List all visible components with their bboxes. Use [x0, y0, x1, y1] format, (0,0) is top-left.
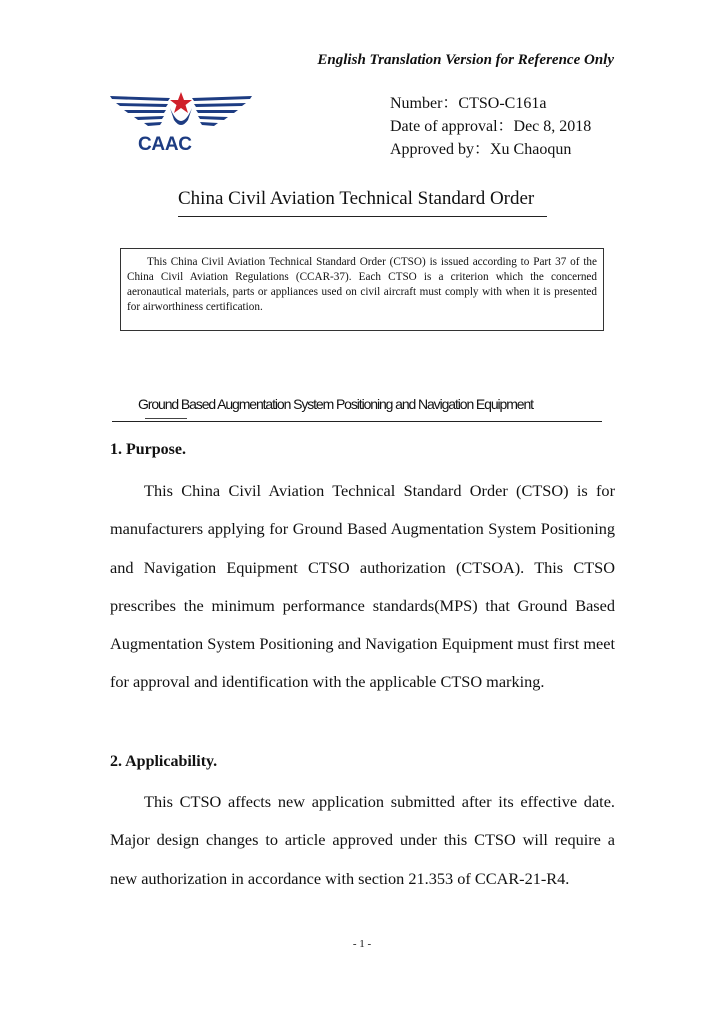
document-title: China Civil Aviation Technical Standard Order: [178, 188, 535, 209]
section-heading-applicability: 2. Applicability.: [110, 753, 218, 770]
caac-logo: [108, 90, 254, 160]
wings-star-icon: [108, 90, 254, 140]
intro-box: This China Civil Aviation Technical Standard Order (CTSO) is issued according to Part 37 of the China Civil Aviation Regulations (CCAR-37). Each CTSO is a criterion which the concerned aeronautical materials, parts or appliances used on civil aircraft must comply with when it is presented for airworthiness certification.: [120, 248, 604, 331]
section-heading-purpose: 1. Purpose.: [110, 441, 186, 458]
document-meta: [390, 92, 591, 161]
document-number: Number：CTSO-C161a: [390, 95, 547, 112]
logo-text: CAAC: [138, 134, 192, 155]
subject-divider: [112, 421, 602, 422]
translation-note: English Translation Version for Reference Only: [317, 52, 614, 68]
section-text-purpose: This China Civil Aviation Technical Standard Order (CTSO) is for manufacturers applying for Ground Based Augmentation System Positioning and Navigation Equipment CTSO authorization (CTSOA). This CTSO prescribes the minimum performance standards(MPS) that Ground Based Augmentation System Positioning and Navigation Equipment must first meet for approval and identification with the applicable CTSO marking.: [110, 481, 615, 692]
page-number: - 1 -: [352, 938, 372, 950]
title-divider: [178, 216, 547, 217]
approved-by: Approved by：Xu Chaoqun: [390, 141, 572, 158]
section-text-applicability: This CTSO affects new application submitted after its effective date. Major design changes to article approved under this CTSO will require a new authorization in accordance with section 21.353 of CCAR-21-R4.: [110, 792, 615, 888]
approval-date: Date of approval：Dec 8, 2018: [390, 118, 592, 135]
subject-title: Ground Based Augmentation System Positioning and Navigation Equipment: [138, 396, 533, 412]
subject-short-divider: [145, 418, 187, 419]
